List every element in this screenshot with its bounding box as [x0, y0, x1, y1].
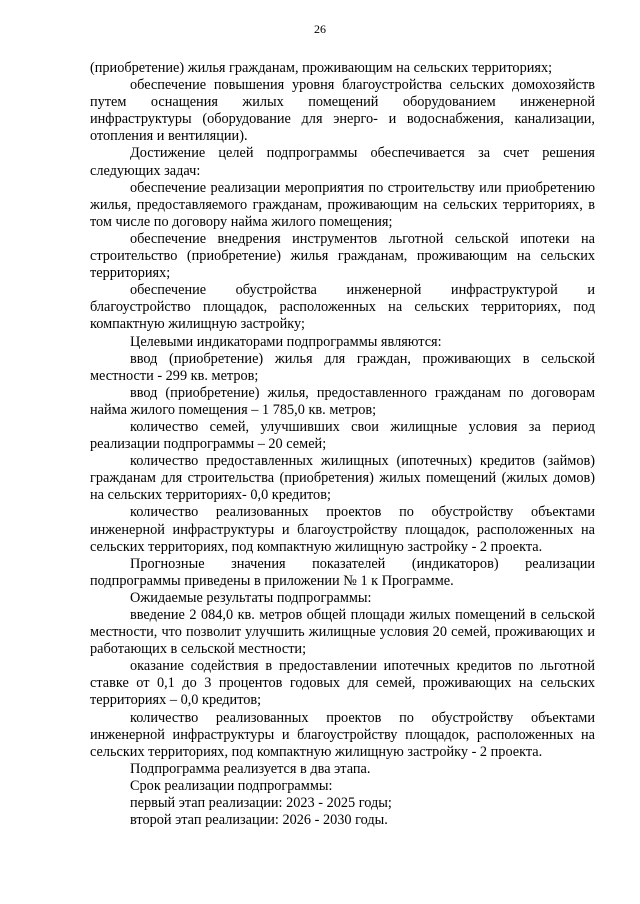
paragraph-task-construction: обеспечение реализации мероприятия по строительству или приобретению жилья, предоставляемого гражданам, проживающим на сельских территориях, в том числе по договору найма жилого помещения; — [90, 179, 595, 230]
paragraph-indicator-loans: количество предоставленных жилищных (ипотечных) кредитов (займов) гражданам для строительства (приобретения) жилых помещений (жилых домов) на сельских территориях- 0,0 кредитов; — [90, 453, 595, 504]
paragraph-task-infrastructure: обеспечение обустройства инженерной инфраструктурой и благоустройство площадок, расположенных на сельских территориях, под компактную жилищную застройку; — [90, 282, 595, 333]
paragraph-two-stages: Подпрограмма реализуется в два этапа. — [130, 760, 371, 777]
paragraph-indicator-rental: ввод (приобретение) жилья, предоставленного гражданам по договорам найма жилого помещения – 1 785,0 кв. метров; — [90, 384, 595, 418]
page-number: 26 — [314, 22, 326, 36]
paragraph-stage-two: второй этап реализации: 2026 - 2030 годы. — [130, 812, 388, 829]
paragraph-improvement-level: обеспечение повышения уровня благоустройства сельских домохозяйств путем оснащения жилых помещений оборудованием инженерной инфраструктуры (оборудование для энерго- и водоснабжения, канализации, отопления и вентиляции). — [90, 77, 595, 145]
paragraph-indicator-projects: количество реализованных проектов по обустройству объектами инженерной инфраструктуры и благоустройству площадок, расположенных на сельских территориях, под компактную жилищную застройку - 2 проекта. — [90, 504, 595, 555]
paragraph-indicators-intro: Целевыми индикаторами подпрограммы являются: — [130, 333, 442, 350]
document-body — [90, 60, 595, 829]
paragraph-result-area: введение 2 084,0 кв. метров общей площади жилых помещений в сельской местности, что позволит улучшить жилищные условия 20 семей, проживающих и работающих в сельской местности; — [90, 607, 595, 658]
paragraph-term-intro: Срок реализации подпрограммы: — [130, 777, 333, 794]
paragraph-result-projects: количество реализованных проектов по обустройству объектами инженерной инфраструктуры и благоустройству площадок, расположенных на сельских территориях, под компактную жилищную застройку - 2 проекта. — [90, 709, 595, 760]
paragraph-housing-continuation: (приобретение) жилья гражданам, проживающим на сельских территориях; — [90, 60, 553, 76]
paragraph-results-intro: Ожидаемые результаты подпрограммы: — [130, 589, 372, 606]
paragraph-indicator-families: количество семей, улучшивших свои жилищные условия за период реализации подпрограммы – 20 семей; — [90, 418, 595, 453]
paragraph-stage-one: первый этап реализации: 2023 - 2025 годы; — [130, 795, 392, 812]
paragraph-goals-intro: Достижение целей подпрограммы обеспечивается за счет решения следующих задач: — [90, 145, 595, 179]
paragraph-forecast-values: Прогнозные значения показателей (индикаторов) реализации подпрограммы приведены в приложении № 1 к Программе. — [90, 555, 595, 589]
paragraph-indicator-housing: ввод (приобретение) жилья для граждан, проживающих в сельской местности - 299 кв. метров; — [90, 350, 595, 384]
paragraph-result-mortgage: оказание содействия в предоставлении ипотечных кредитов по льготной ставке от 0,1 до 3 процентов годовых для семей, проживающих на сельских территориях – 0,0 кредитов; — [90, 658, 595, 709]
paragraph-task-mortgage: обеспечение внедрения инструментов льготной сельской ипотеки на строительство (приобретение) жилья гражданам, проживающим на сельских территориях; — [90, 230, 595, 282]
